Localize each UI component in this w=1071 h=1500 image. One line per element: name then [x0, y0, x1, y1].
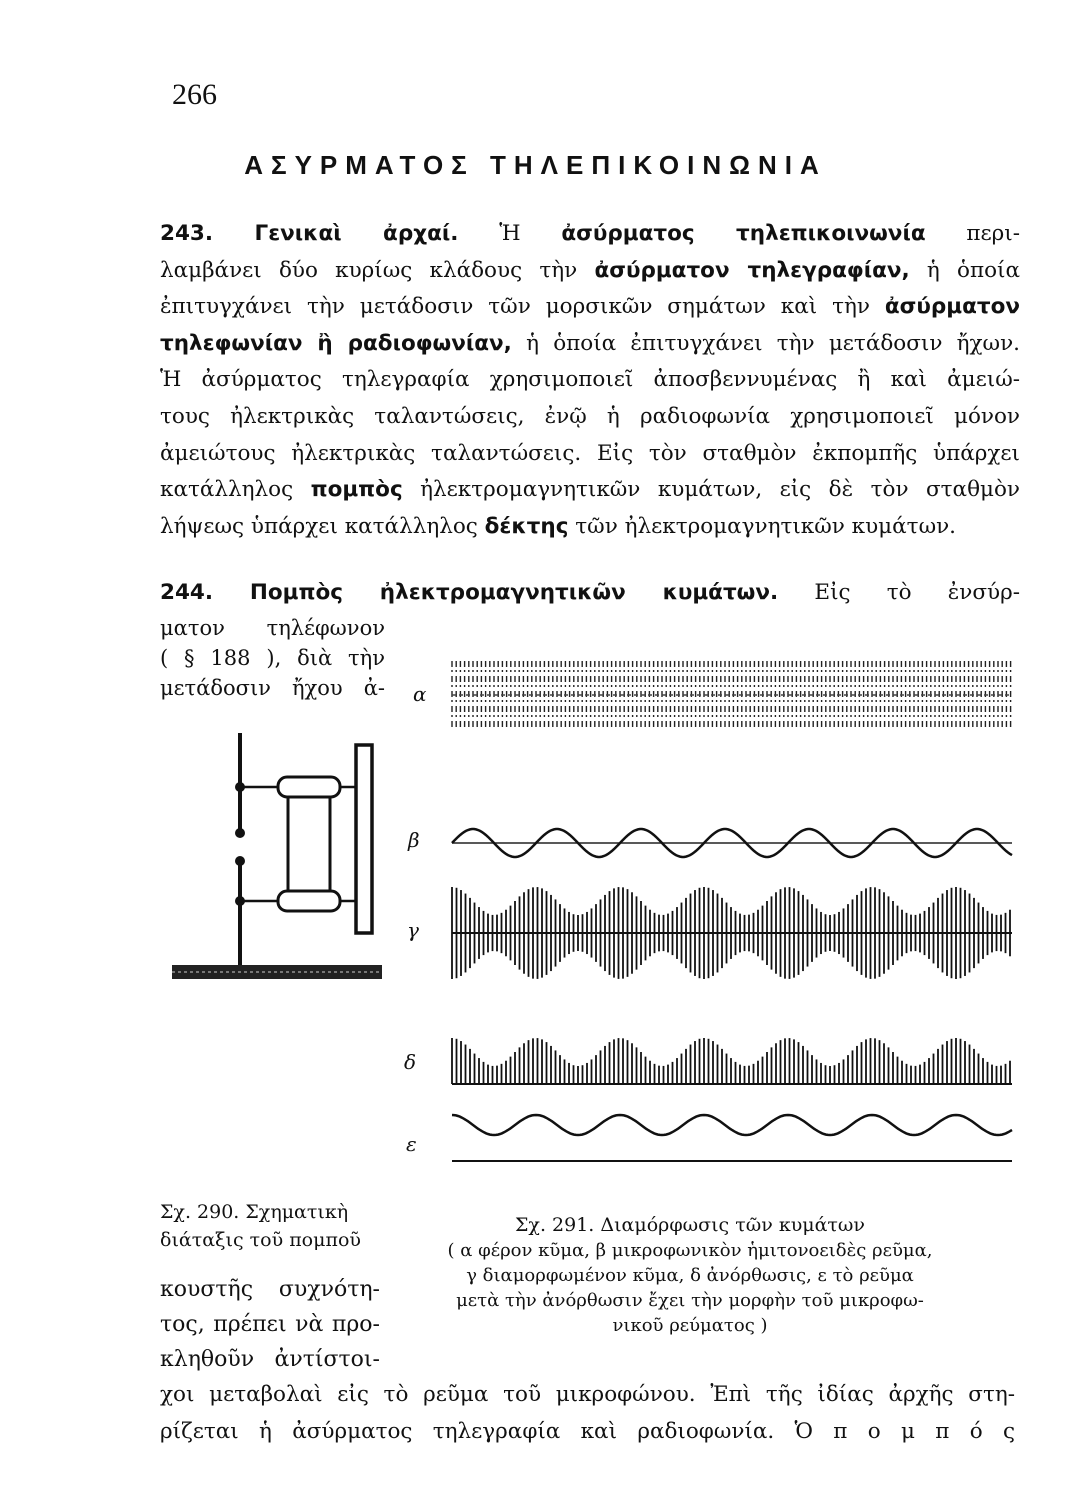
section-243-line-1	[160, 216, 1020, 253]
caption-line: γ διαμορφωμένον κῦμα, δ ἀνόρθωσις, ε τὸ ρεῦμα	[466, 1265, 914, 1286]
tube-bottom-cap	[278, 891, 340, 911]
chapter-title: ΑΣΥΡΜΑΤΟΣ ΤΗΛΕΠΙΚΟΙΝΩΝΙΑ	[244, 150, 827, 180]
figure-290-caption	[160, 1198, 390, 1254]
side-line: τος, πρέπει νὰ προ-	[160, 1312, 380, 1337]
section-243-rich-line: Ἡ ἀσύρματος τηλεγραφία χρησιμοποιεῖ ἀποσβεννυμένας ἢ καὶ ἀμειώ-	[160, 367, 1020, 393]
final-line: χοι μεταβολαὶ εἰς τὸ ρεῦμα τοῦ μικροφώνου. Ἐπὶ τῆς ἰδίας ἀρχῆς στη-	[160, 1382, 1015, 1407]
microphone-sine-wave	[452, 829, 1012, 857]
bold-term: ἀσύρματον	[884, 294, 1020, 320]
side-text-top	[160, 613, 385, 703]
junction-dot	[235, 856, 245, 866]
wave-label-beta: β	[408, 828, 420, 852]
output-current-wave	[452, 1115, 1012, 1161]
carrier-wave	[452, 661, 1012, 729]
section-243-rich-line: ἀμειώτους ἠλεκτρικὰς ταλαντώσεις. Εἰς τὸν σταθμὸν ἐκπομπῆς ὑπάρχει	[160, 440, 1020, 466]
section-243	[160, 216, 1020, 545]
side-line: μετάδοσιν ἤχου ἀ-	[160, 676, 385, 700]
final-line: ρίζεται ἡ ἀσύρματος τηλεγραφία καὶ ραδιοφωνία. Ὁ π ο μ π ό ς	[160, 1418, 1015, 1444]
side-text-bottom	[160, 1272, 380, 1377]
section-243-rich-line: λαμβάνει δύο κυρίως κλάδους τὴν ἀσύρματον τηλεγραφίαν, ἡ ὁποία	[160, 257, 1020, 283]
bold-term: ἀσύρματος τηλεπικοινωνία	[561, 221, 926, 246]
bold-term: δέκτης	[484, 513, 569, 539]
wave-label-alpha: α	[413, 682, 427, 706]
modulated-wave	[452, 887, 1012, 979]
junction-dot	[235, 828, 245, 838]
bold-term: ἀσύρματον τηλεγραφίαν,	[594, 257, 910, 283]
page-number: 266	[172, 78, 217, 111]
rectified-wave	[452, 1038, 1012, 1084]
caption-line: διάταξις τοῦ πομποῦ	[160, 1229, 361, 1251]
section-243-rich-line: Ἡ ἀσύρματος τηλεπικοινωνία περι-	[499, 221, 1020, 246]
bold-term: πομπὸς	[310, 477, 403, 503]
tube-top-cap	[278, 777, 340, 797]
wave-label-delta: δ	[404, 1050, 417, 1074]
section-244-first-line	[160, 575, 1020, 612]
section-243-rich-line: λήψεως ὑπάρχει κατάλληλος δέκτης τῶν ἠλεκτρομαγνητικῶν κυμάτων.	[160, 513, 956, 539]
figure-291-waves	[440, 650, 1040, 1170]
section-243-rich-line: ἐπιτυγχάνει τὴν μετάδοσιν τῶν μορσικῶν σημάτων καὶ τὴν ἀσύρματον	[160, 294, 1020, 320]
wave-label-gamma: γ	[407, 918, 419, 942]
caption-line: Σχ. 290. Σχηματικὴ	[160, 1201, 349, 1223]
section-244-first-line-rest: Εἰς τὸ ἐνσύρ-	[814, 580, 1020, 605]
section-243-heading: 243. Γενικαὶ ἀρχαί.	[160, 221, 459, 246]
wave-label-epsilon: ε	[406, 1132, 417, 1156]
section-244-heading: 244. Πομπὸς ἠλεκτρομαγνητικῶν κυμάτων.	[160, 580, 779, 605]
side-line: ματον τηλέφωνον	[160, 616, 385, 640]
caption-line: Σχ. 291. Διαμόρφωσις τῶν κυμάτων	[515, 1214, 865, 1236]
section-243-rich-line: τηλεφωνίαν ἢ ραδιοφωνίαν, ἡ ὁποία ἐπιτυγχάνει τὴν μετάδοσιν ἤχων.	[160, 330, 1020, 356]
caption-line: μετὰ τὴν ἀνόρθωσιν ἔχει τὴν μορφὴν τοῦ μικροφω-	[456, 1290, 924, 1311]
final-paragraph	[160, 1377, 1015, 1450]
caption-line: νικοῦ ρεύματος )	[612, 1315, 768, 1336]
bold-term: τηλεφωνίαν ἢ ραδιοφωνίαν,	[160, 330, 512, 356]
figure-291-caption	[390, 1213, 990, 1338]
section-243-rich-line: κατάλληλος πομπὸς ἠλεκτρομαγνητικῶν κυμάτων, εἰς δὲ τὸν σταθμὸν	[160, 477, 1020, 503]
side-line: κληθοῦν ἀντίστοι-	[160, 1347, 380, 1372]
figure-290-circuit	[160, 725, 390, 995]
plate-frame	[356, 745, 372, 933]
output-curve	[452, 1115, 1012, 1135]
caption-line: ( α φέρον κῦμα, β μικροφωνικὸν ἡμιτονοειδὲς ρεῦμα,	[447, 1240, 933, 1261]
side-line: κουστῆς συχνότη-	[160, 1277, 380, 1302]
side-line: ( § 188 ), διὰ τὴν	[160, 646, 385, 670]
section-243-rich-line: τους ἠλεκτρικὰς ταλαντώσεις, ἐνῷ ἡ ραδιοφωνία χρησιμοποιεῖ μόνον	[160, 403, 1020, 429]
